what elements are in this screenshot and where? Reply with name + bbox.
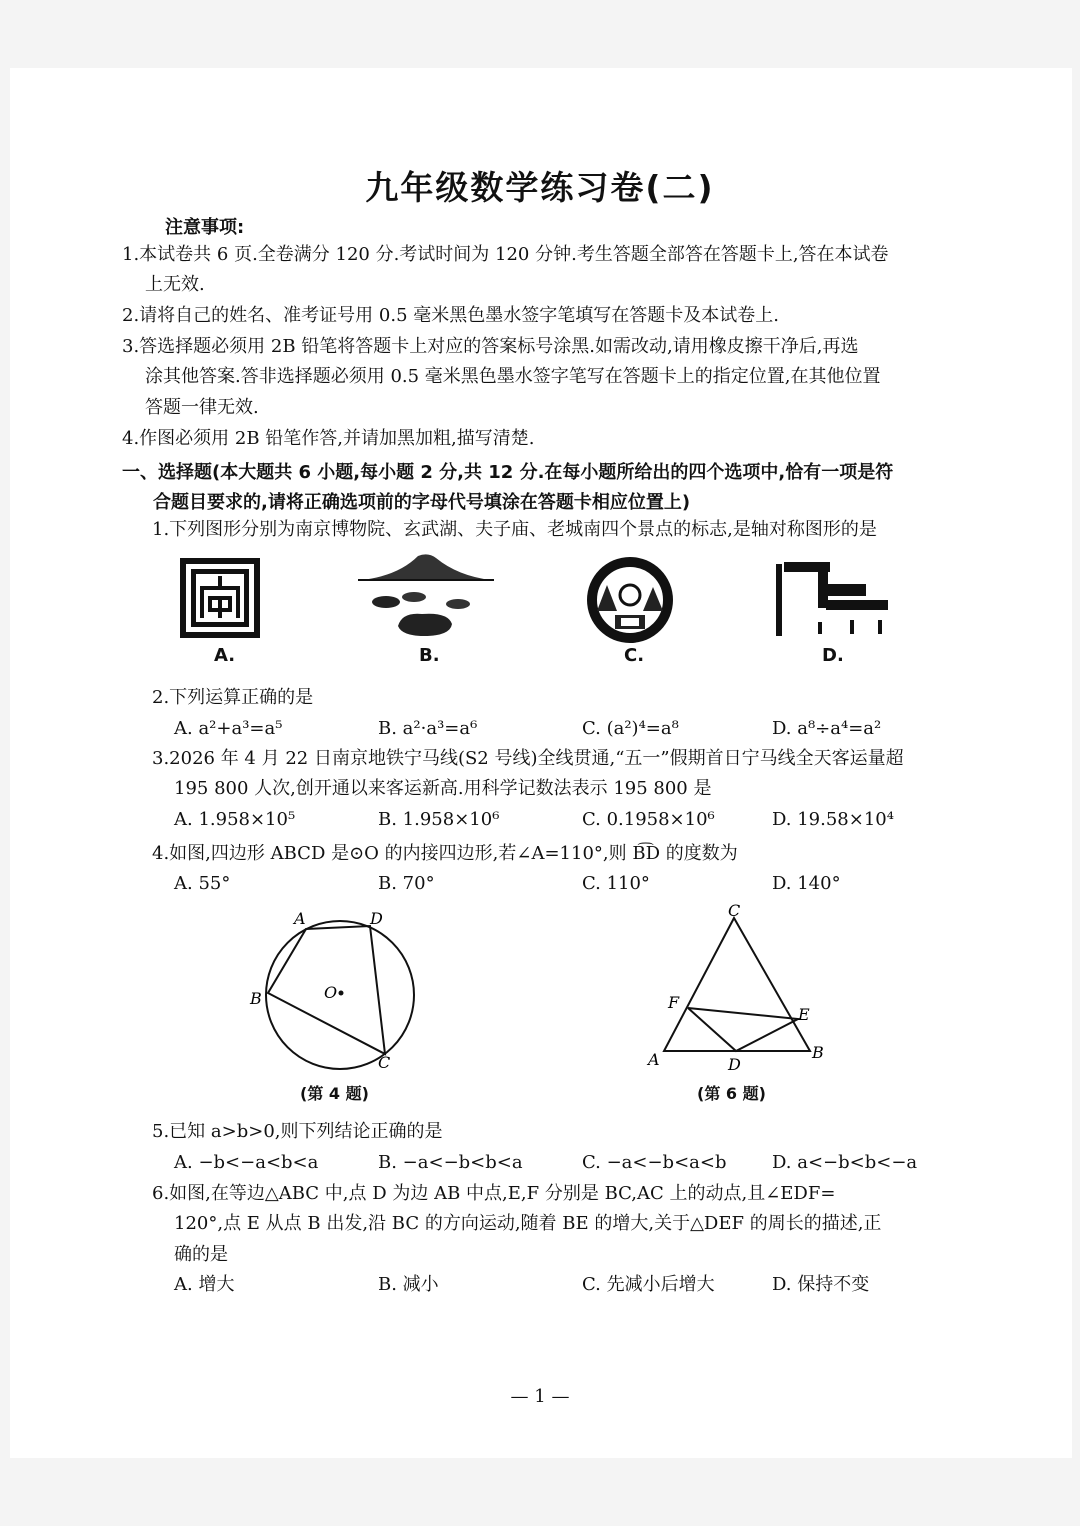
- confucius-temple-logo-figure: [585, 555, 675, 645]
- q6-point-e: E: [798, 1005, 810, 1024]
- q4-option-c: C. 110°: [582, 873, 650, 894]
- q3-option-a: A. 1.958×10⁵: [174, 809, 296, 830]
- q6-option-b: B. 减小: [378, 1274, 439, 1295]
- q6-point-a: A: [648, 1050, 660, 1069]
- q4-circle-figure: [240, 900, 430, 1080]
- q1-label-d: D.: [822, 645, 844, 666]
- old-city-south-logo-figure: [770, 558, 890, 638]
- q6-figure-caption: (第 6 题): [697, 1084, 766, 1103]
- notice-item-2: 2.请将自己的姓名、准考证号用 0.5 毫米黑色墨水签字笔填写在答题卡及本试卷上.: [122, 305, 779, 326]
- q4-point-a: A: [294, 909, 306, 928]
- q5-option-c: C. −a<−b<a<b: [582, 1152, 727, 1173]
- notice-item-3-cont2: 答题一律无效.: [145, 397, 259, 418]
- q6-option-a: A. 增大: [174, 1274, 235, 1295]
- xuanwu-lake-logo-figure: [358, 552, 494, 642]
- q4-point-b: B: [250, 989, 262, 1008]
- notice-item-1: 1.本试卷共 6 页.全卷满分 120 分.考试时间为 120 分钟.考生答题全部答在答题卡上,答在本试卷: [122, 244, 889, 265]
- q5-option-b: B. −a<−b<b<a: [378, 1152, 523, 1173]
- q3-option-d: D. 19.58×10⁴: [772, 809, 894, 830]
- q6-triangle-figure: [640, 898, 840, 1073]
- section1-heading: 一、选择题(本大题共 6 小题,每小题 2 分,共 12 分.在每小题所给出的四个选项中,恰有一项是符: [122, 462, 894, 483]
- notice-heading: 注意事项:: [165, 217, 245, 238]
- notice-item-4: 4.作图必须用 2B 铅笔作答,并请加黑加粗,描写清楚.: [122, 428, 535, 449]
- q6-stem-line2: 120°,点 E 从点 B 出发,沿 BC 的方向运动,随着 BE 的增大,关于△DEF 的周长的描述,正: [174, 1213, 882, 1234]
- q2-option-c: C. (a²)⁴=a⁸: [582, 718, 679, 739]
- q1-label-c: C.: [624, 645, 645, 666]
- q1-label-a: A.: [214, 645, 236, 666]
- q6-stem-line1: 6.如图,在等边△ABC 中,点 D 为边 AB 中点,E,F 分别是 BC,AC 上的动点,且∠EDF=: [152, 1183, 836, 1204]
- q3-stem-line2: 195 800 人次,创开通以来客运新高.用科学记数法表示 195 800 是: [174, 778, 712, 799]
- q5-option-d: D. a<−b<b<−a: [772, 1152, 918, 1173]
- q4-point-o: O: [324, 983, 338, 1002]
- q4-figure-caption: (第 4 题): [300, 1084, 369, 1103]
- q6-option-d: D. 保持不变: [772, 1274, 870, 1295]
- q6-point-f: F: [668, 993, 680, 1012]
- page-number: — 1 —: [510, 1386, 570, 1407]
- q3-stem-line1: 3.2026 年 4 月 22 日南京地铁宁马线(S2 号线)全线贯通,“五一”假期首日宁马线全天客运量超: [152, 748, 904, 769]
- notice-item-3-cont: 涂其他答案.答非选择题必须用 0.5 毫米黑色墨水签字笔写在答题卡上的指定位置,在其他位置: [145, 366, 881, 387]
- q2-option-b: B. a²·a³=a⁶: [378, 718, 478, 739]
- q6-option-c: C. 先减小后增大: [582, 1274, 715, 1295]
- q4-point-c: C: [378, 1053, 391, 1072]
- museum-logo-figure: [178, 556, 262, 640]
- q4-option-b: B. 70°: [378, 873, 435, 894]
- q2-option-a: A. a²+a³=a⁵: [174, 718, 283, 739]
- q1-label-b: B.: [419, 645, 440, 666]
- section1-heading-cont: 合题目要求的,请将正确选项前的字母代号填涂在答题卡相应位置上): [153, 492, 691, 513]
- notice-item-3: 3.答选择题必须用 2B 铅笔将答题卡上对应的答案标号涂黑.如需改动,请用橡皮擦干净后,再选: [122, 336, 859, 357]
- q2-option-d: D. a⁸÷a⁴=a²: [772, 718, 882, 739]
- q6-point-b: B: [812, 1043, 824, 1062]
- q2-stem: 2.下列运算正确的是: [152, 687, 314, 708]
- q3-option-c: C. 0.1958×10⁶: [582, 809, 715, 830]
- q4-point-d: D: [370, 909, 383, 928]
- q5-stem: 5.已知 a>b>0,则下列结论正确的是: [152, 1121, 443, 1142]
- notice-item-1-cont: 上无效.: [145, 274, 205, 295]
- q4-stem: 4.如图,四边形 ABCD 是⊙O 的内接四边形,若∠A=110°,则 B͡D 的度数为: [152, 843, 738, 864]
- q4-option-a: A. 55°: [174, 873, 231, 894]
- page-title: 九年级数学练习卷(二): [365, 168, 715, 207]
- q1-stem: 1.下列图形分别为南京博物院、玄武湖、夫子庙、老城南四个景点的标志,是轴对称图形的是: [152, 519, 877, 540]
- q6-point-d: D: [728, 1055, 741, 1073]
- q5-option-a: A. −b<−a<b<a: [174, 1152, 319, 1173]
- q4-option-d: D. 140°: [772, 873, 841, 894]
- q6-stem-line3: 确的是: [174, 1244, 228, 1265]
- q3-option-b: B. 1.958×10⁶: [378, 809, 500, 830]
- q6-point-c: C: [728, 901, 741, 920]
